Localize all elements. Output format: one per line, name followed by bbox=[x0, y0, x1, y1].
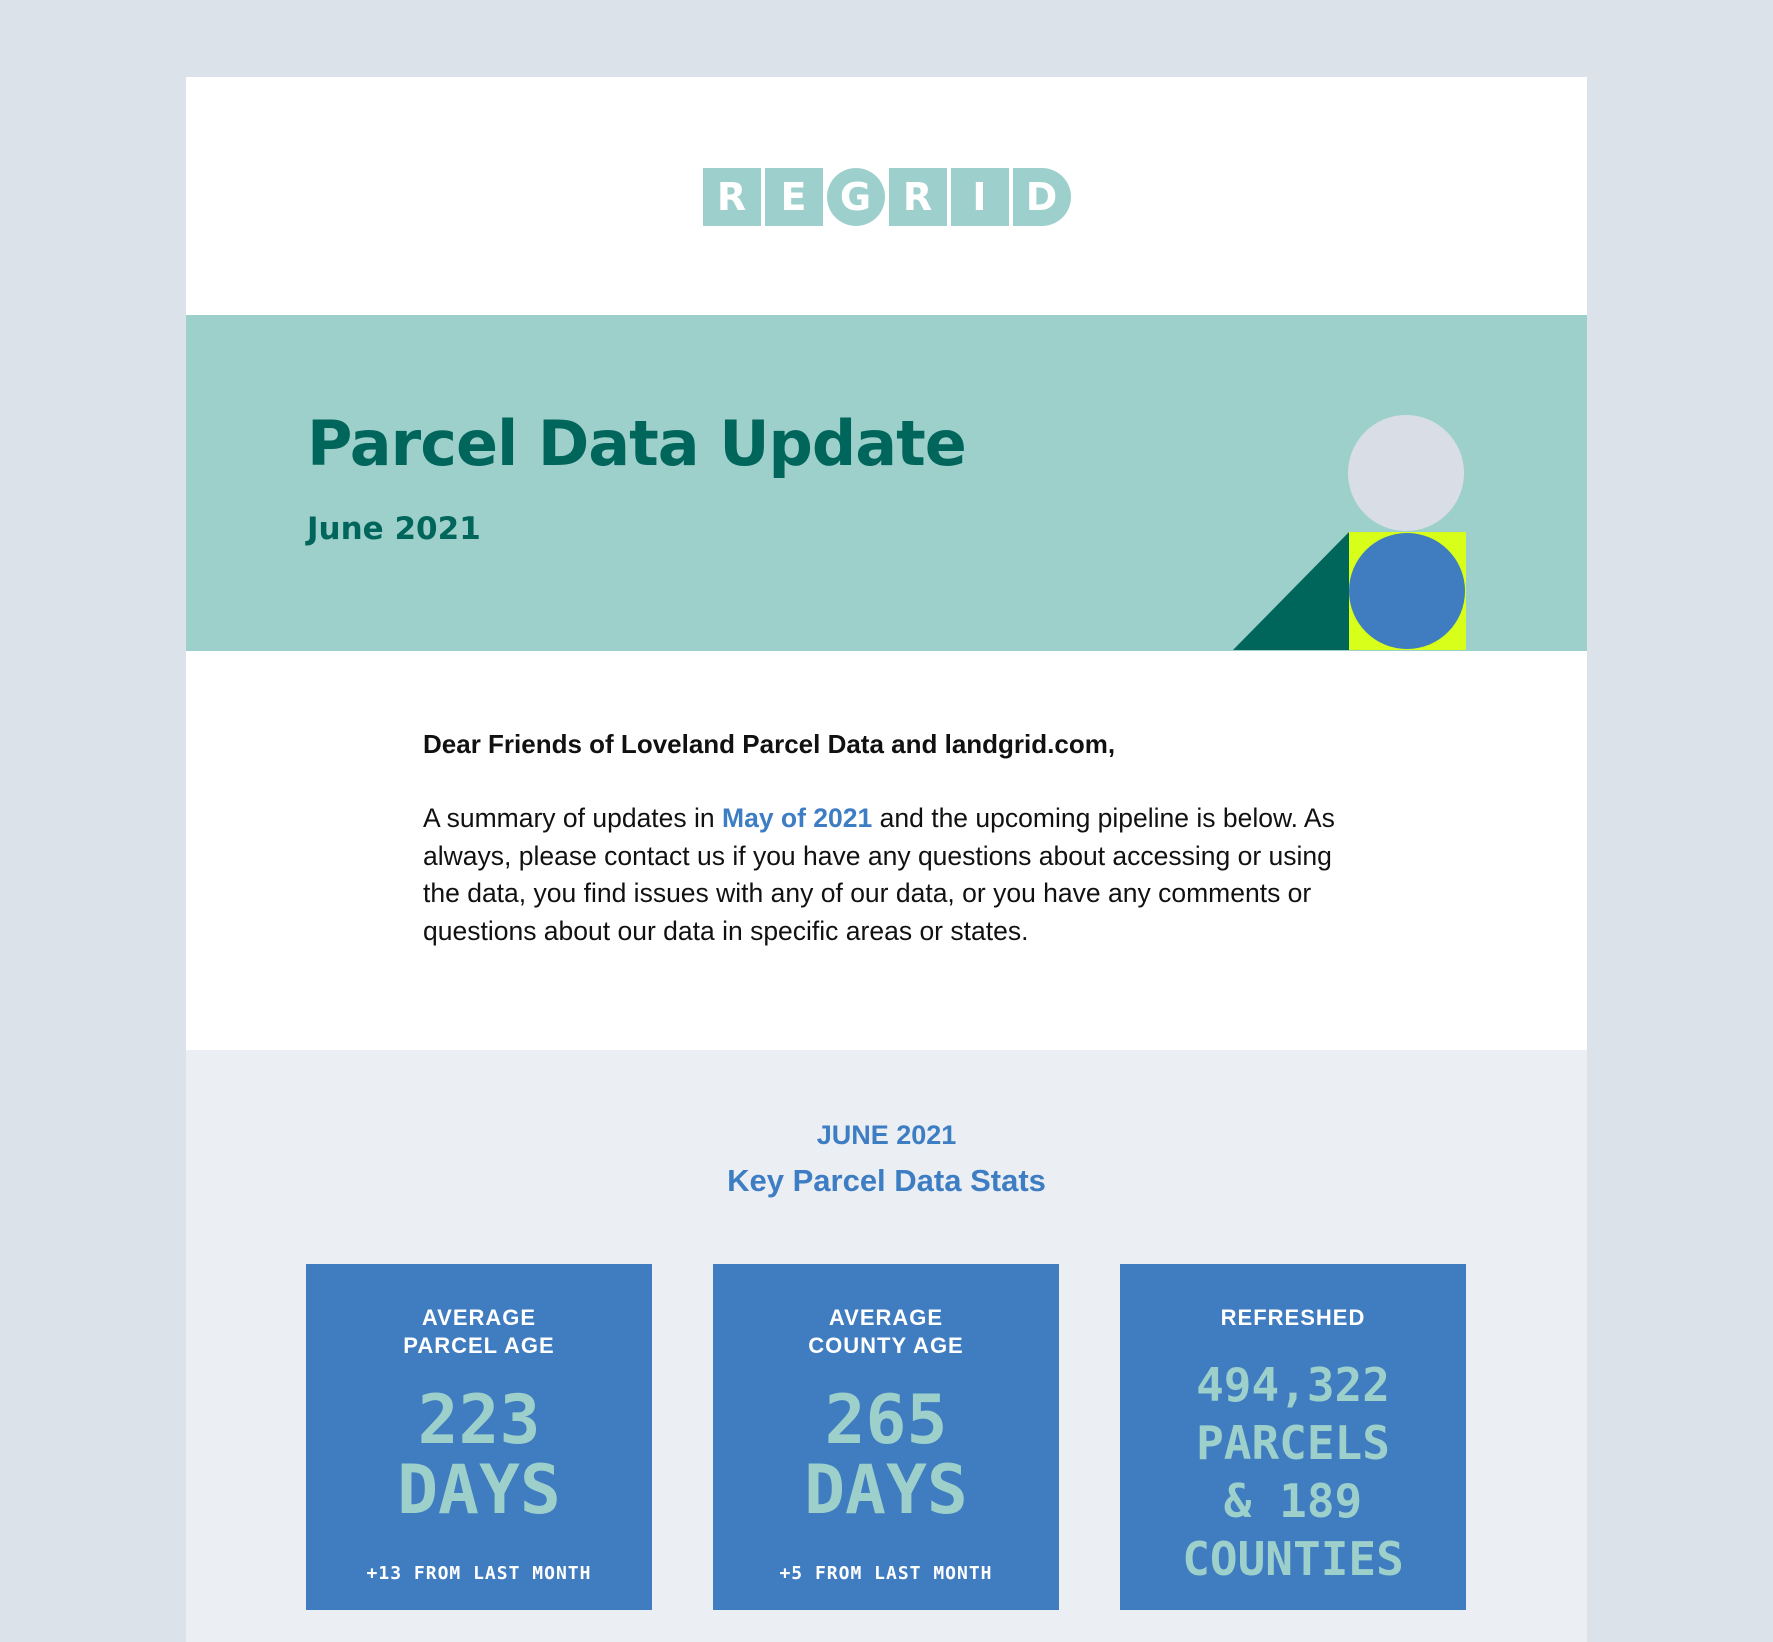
logo-letter-d: D bbox=[1013, 168, 1071, 226]
stat-label bbox=[713, 1304, 1059, 1360]
page-subtitle: June 2021 bbox=[307, 511, 481, 547]
stat-value-number: 223 bbox=[417, 1381, 541, 1460]
summary-paragraph bbox=[423, 800, 1353, 950]
stat-label bbox=[1120, 1304, 1466, 1332]
stat-value-parcels-unit: PARCELS bbox=[1196, 1416, 1390, 1470]
stat-change: +5 FROM LAST MONTH bbox=[779, 1563, 993, 1584]
stat-card-parcel-age bbox=[306, 1264, 652, 1610]
may-2021-link[interactable]: May of 2021 bbox=[722, 803, 873, 833]
stat-value-unit: DAYS bbox=[804, 1451, 968, 1530]
stat-change: +13 FROM LAST MONTH bbox=[366, 1563, 592, 1584]
stat-label-line2: COUNTY AGE bbox=[808, 1333, 964, 1358]
logo-letter-r2: R bbox=[889, 168, 947, 226]
stat-value-unit: DAYS bbox=[397, 1451, 561, 1530]
email-card bbox=[186, 77, 1587, 1642]
logo-letter-i: I bbox=[951, 168, 1009, 226]
stat-value-counties-unit: COUNTIES bbox=[1182, 1532, 1404, 1586]
stat-label-line1: AVERAGE bbox=[828, 1305, 944, 1330]
stats-kicker: JUNE 2021 bbox=[816, 1120, 957, 1150]
stat-card-county-age bbox=[713, 1264, 1059, 1610]
stat-value-parcels-count: 494,322 bbox=[1196, 1358, 1390, 1412]
stats-section bbox=[186, 1050, 1587, 1642]
stat-label bbox=[306, 1304, 652, 1360]
stat-label-line1: REFRESHED bbox=[1220, 1305, 1366, 1330]
hero-banner bbox=[186, 315, 1587, 651]
stat-card-refreshed bbox=[1120, 1264, 1466, 1610]
intro-letter bbox=[423, 729, 1353, 950]
summary-text-before: A summary of updates in bbox=[423, 803, 723, 833]
stat-value-counties-count: & 189 bbox=[1223, 1474, 1363, 1528]
grey-circle-shape bbox=[1348, 415, 1464, 531]
green-triangle-shape bbox=[1233, 532, 1349, 650]
logo-letter-r: R bbox=[703, 168, 761, 226]
geometric-shapes-illustration bbox=[1233, 415, 1473, 655]
stats-title: Key Parcel Data Stats bbox=[727, 1163, 1046, 1198]
greeting: Dear Friends of Loveland Parcel Data and landgrid.com, bbox=[423, 729, 1116, 759]
stat-value bbox=[1120, 1356, 1466, 1588]
stat-value bbox=[713, 1381, 1059, 1530]
stat-value bbox=[306, 1381, 652, 1530]
regrid-logo[interactable] bbox=[186, 168, 1587, 226]
page-title: Parcel Data Update bbox=[307, 407, 966, 480]
logo-letter-e: E bbox=[765, 168, 823, 226]
blue-circle-shape bbox=[1349, 533, 1465, 649]
summary-text-after: and the upcoming pipeline is below. As always, please contact us if you have any questions about accessing or using the data, you find issues with any of our data, or you have any comments or questions about our data in specific areas or states. bbox=[423, 803, 1335, 946]
logo-letter-g: G bbox=[827, 168, 885, 226]
stat-label-line1: AVERAGE bbox=[421, 1305, 537, 1330]
stat-label-line2: PARCEL AGE bbox=[403, 1333, 555, 1358]
stat-value-number: 265 bbox=[824, 1381, 948, 1460]
